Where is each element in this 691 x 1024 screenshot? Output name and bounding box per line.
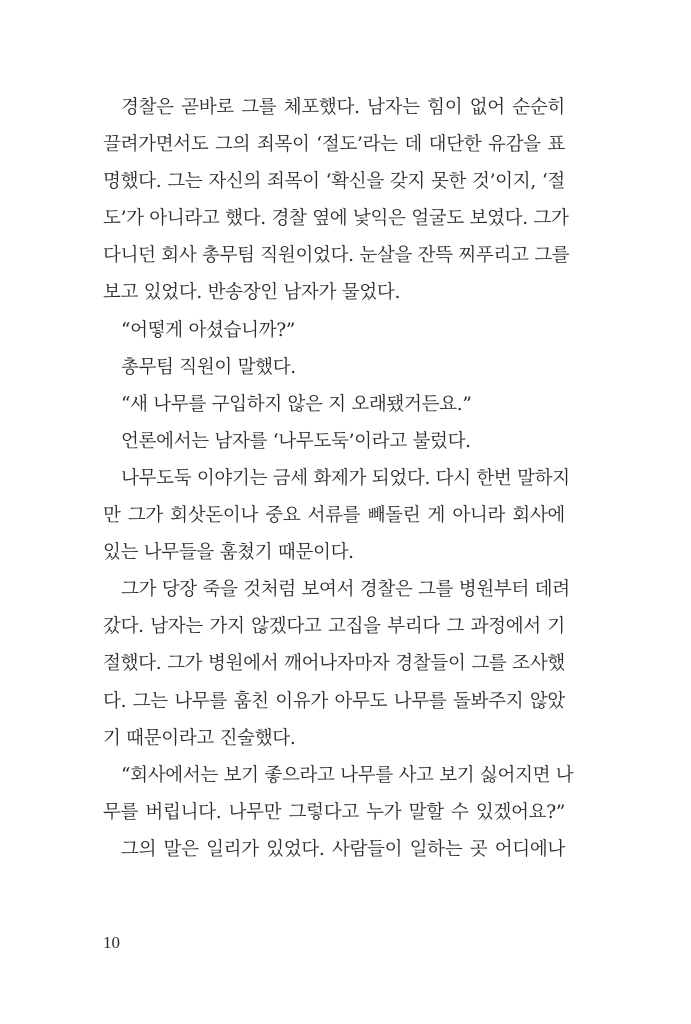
text-line: 도’가 아니라고 했다. 경찰 옆에 낯익은 얼굴도 보였다. 그가 bbox=[103, 208, 569, 230]
text-line: 다. 그는 나무를 훔친 이유가 아무도 나무를 돌봐주지 않았 bbox=[103, 690, 565, 712]
body-text bbox=[103, 89, 574, 868]
text-line: “회사에서는 보기 좋으라고 나무를 사고 보기 싫어지면 나 bbox=[121, 764, 574, 786]
text-line: 그의 말은 일리가 있었다. 사람들이 일하는 곳 어디에나 bbox=[121, 838, 565, 860]
text-line: 있는 나무들을 훔쳤기 때문이다. bbox=[103, 542, 354, 564]
text-line: 끌려가면서도 그의 죄목이 ‘절도’라는 데 대단한 유감을 표 bbox=[103, 134, 565, 156]
text-line: 언론에서는 남자를 ‘나무도둑’이라고 불렀다. bbox=[121, 430, 471, 452]
text-line: “어떻게 아셨습니까?” bbox=[121, 319, 296, 341]
text-line: 기 때문이라고 진술했다. bbox=[103, 727, 296, 749]
text-line: 갔다. 남자는 가지 않겠다고 고집을 부리다 그 과정에서 기 bbox=[103, 616, 565, 638]
text-line: 다니던 회사 총무팀 직원이었다. 눈살을 잔뜩 찌푸리고 그를 bbox=[103, 245, 570, 267]
text-line: 나무도둑 이야기는 금세 화제가 되었다. 다시 한번 말하지 bbox=[121, 467, 570, 489]
text-line: 그가 당장 죽을 것처럼 보여서 경찰은 그를 병원부터 데려 bbox=[121, 579, 570, 601]
text-line: 만 그가 회삿돈이나 중요 서류를 빼돌린 게 아니라 회사에 bbox=[103, 505, 565, 527]
text-line: 무를 버립니다. 나무만 그렇다고 누가 말할 수 있겠어요?” bbox=[103, 801, 565, 823]
text-line: 절했다. 그가 병원에서 깨어나자마자 경찰들이 그를 조사했 bbox=[103, 653, 565, 675]
text-line: 총무팀 직원이 말했다. bbox=[121, 356, 296, 378]
text-line: 명했다. 그는 자신의 죄목이 ‘확신을 갖지 못한 것’이지, ‘절 bbox=[103, 171, 565, 193]
text-line: 보고 있었다. 반송장인 남자가 물었다. bbox=[103, 282, 401, 304]
page-number: 10 bbox=[103, 933, 120, 952]
text-line: “새 나무를 구입하지 않은 지 오래됐거든요.” bbox=[121, 393, 472, 415]
text-line: 경찰은 곧바로 그를 체포했다. 남자는 힘이 없어 순순히 bbox=[121, 97, 565, 118]
